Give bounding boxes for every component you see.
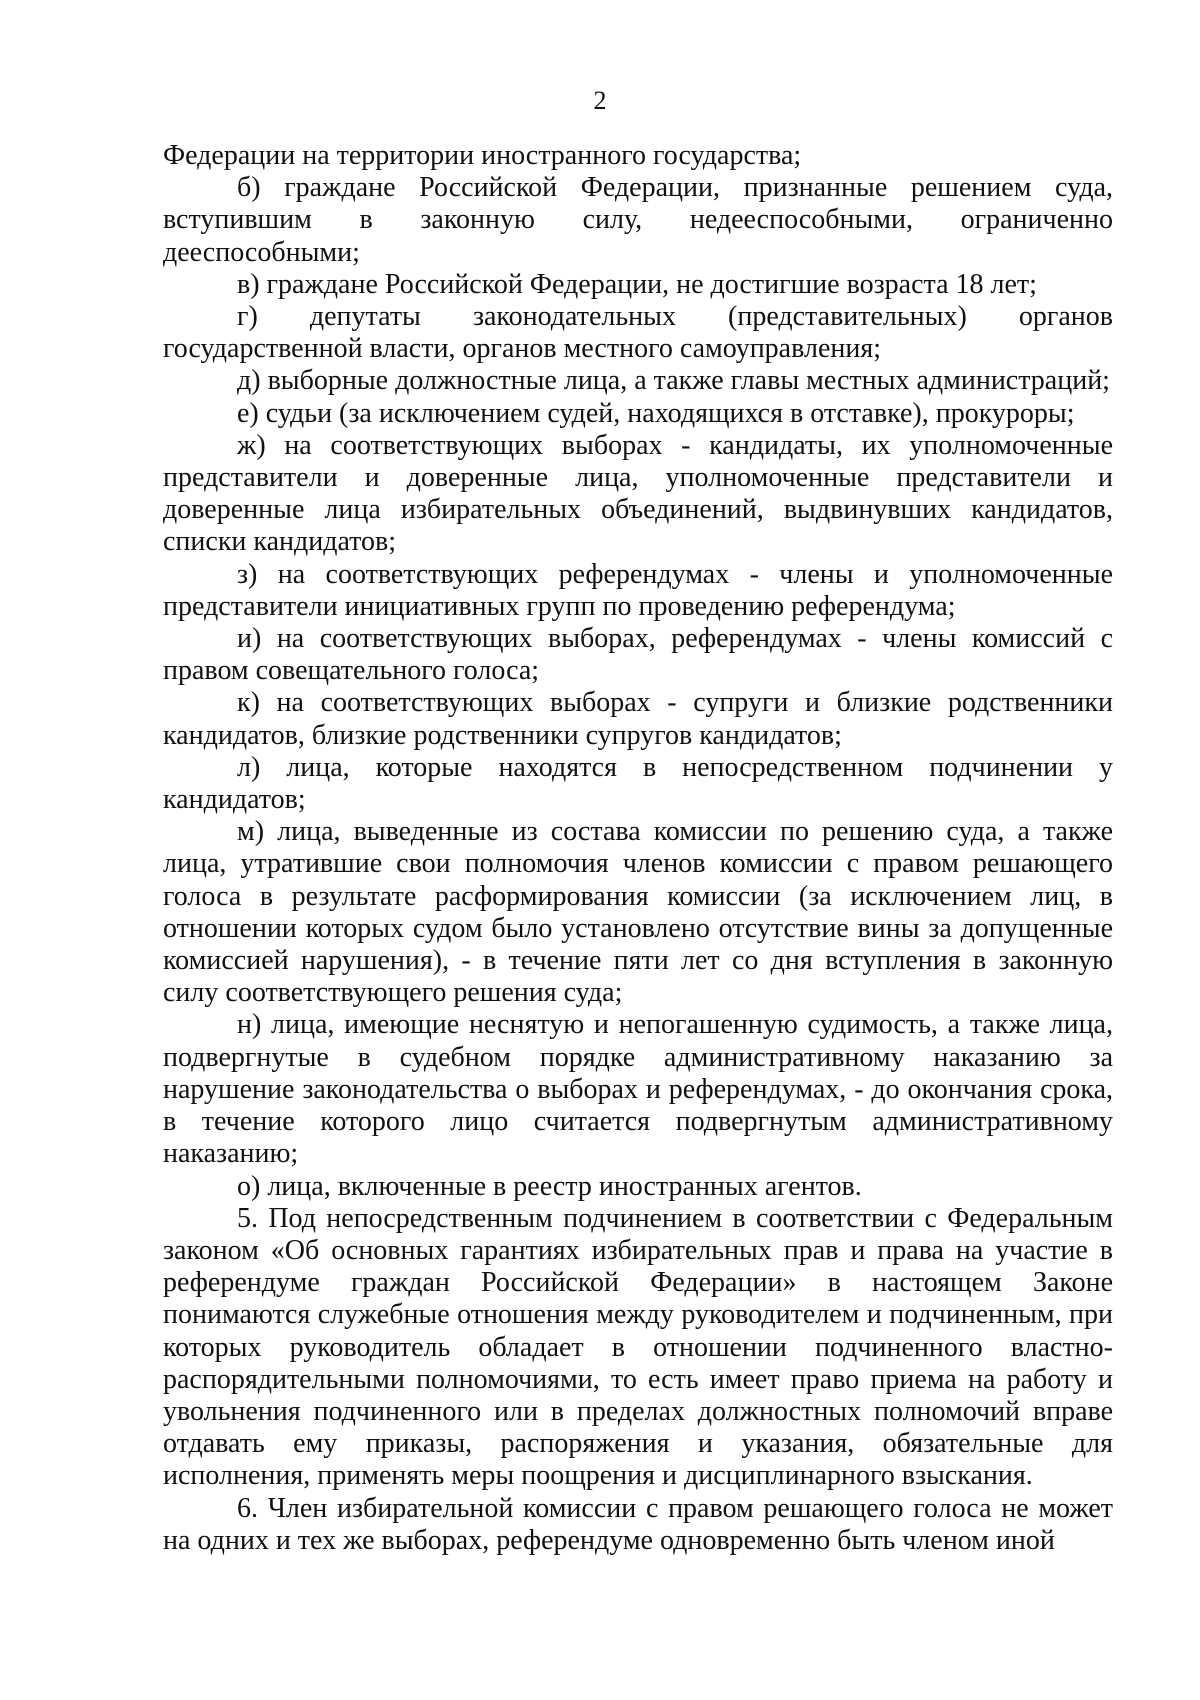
paragraph-item-k: к) на соответствующих выборах - супруги и близкие родственники кандидатов, близкие родственники супругов кандидатов; bbox=[163, 687, 1113, 751]
paragraph-item-g: г) депутаты законодательных (представительных) органов государственной власти, органов местного самоуправления; bbox=[163, 301, 1113, 365]
paragraph-item-e: е) судьи (за исключением судей, находящихся в отставке), прокуроры; bbox=[237, 397, 1075, 429]
paragraph-item-l: л) лица, которые находятся в непосредственном подчинении у кандидатов; bbox=[163, 751, 1113, 816]
paragraph-item-o: о) лица, включенные в реестр иностранных агентов. bbox=[237, 1170, 862, 1202]
paragraph-item-b: б) граждане Российской Федерации, признанные решением суда, вступившим в законную силу, недееспособными, ограниченно дееспособными; bbox=[163, 172, 1113, 268]
paragraph-continuation: Федерации на территории иностранного государства; bbox=[163, 140, 802, 171]
paragraph-item-z: з) на соответствующих референдумах - члены и уполномоченные представители инициативных групп по проведению референдума; bbox=[163, 558, 1113, 622]
paragraph-item-n: н) лица, имеющие неснятую и непогашенную судимость, а также лица, подвергнутые в судебном порядке административному наказанию за нарушение законодательства о выборах и референдумах, - до окончания срока, в течение которого лицо считается подвергнутым административному наказанию; bbox=[163, 1009, 1113, 1170]
paragraph-item-v: в) граждане Российской Федерации, не достигшие возраста 18 лет; bbox=[237, 268, 1037, 300]
paragraph-item-i: и) на соответствующих выборах, референдумах - члены комиссий с правом совещательного голоса; bbox=[163, 623, 1113, 687]
paragraph-item-d: д) выборные должностные лица, а также главы местных администраций; bbox=[237, 365, 1110, 397]
paragraph-item-zh: ж) на соответствующих выборах - кандидаты, их уполномоченные представители и доверенные лица, уполномоченные представители и доверенные лица избирательных объединений, выдвинувших кандидатов, списки кандидатов; bbox=[163, 429, 1113, 558]
paragraph-section-5: 5. Под непосредственным подчинением в соответствии с Федеральным законом «Об основных гарантиях избирательных прав и права на участие в референдуме граждан Российской Федерации» в настоящем Законе понимаются служебные отношения между руководителем и подчиненным, при которых руководитель обладает в отношении подчиненного властно-распорядительными полномочиями, то есть имеет право приема на работу и увольнения подчиненного или в пределах должностных полномочий вправе отдавать ему приказы, распоряжения и указания, обязательные для исполнения, применять меры поощрения и дисциплинарного взыскания. bbox=[163, 1202, 1113, 1492]
page-number: 2 bbox=[593, 86, 607, 115]
paragraph-section-6: 6. Член избирательной комиссии с правом решающего голоса не может на одних и тех же выборах, референдуме одновременно быть членом иной bbox=[163, 1492, 1113, 1556]
document-body bbox=[163, 140, 1113, 1557]
paragraph-item-m: м) лица, выведенные из состава комиссии по решению суда, а также лица, утратившие свои полномочия членов комиссии с правом решающего голоса в результате расформирования комиссии (за исключением лиц, в отношении которых судом было установлено отсутствие вины за допущенные комиссией нарушения), - в течение пяти лет со дня вступления в законную силу соответствующего решения суда; bbox=[163, 816, 1113, 1009]
